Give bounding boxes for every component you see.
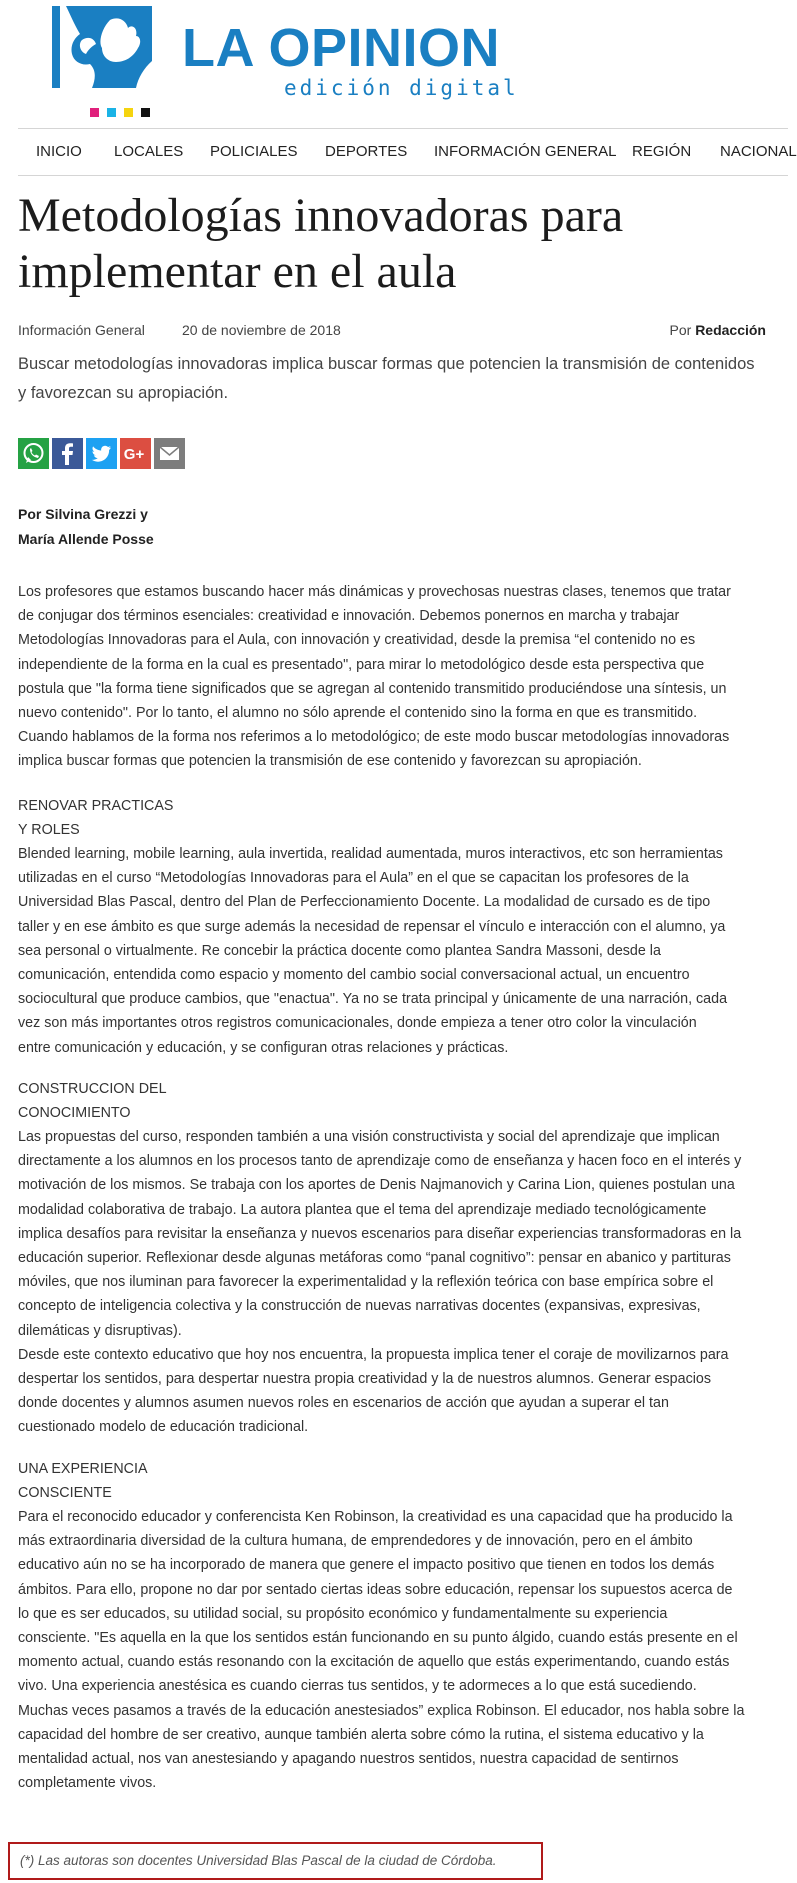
author-prefix: Por xyxy=(669,322,692,338)
article-lead: Buscar metodologías innovadoras implica buscar formas que potencien la transmisión de contenidos y favorezcan su apropiación. xyxy=(18,355,755,402)
dot-cyan xyxy=(107,108,116,117)
nav-item-locales[interactable]: LOCALES xyxy=(114,143,184,160)
nav-item-informacion-general[interactable]: INFORMACIÓN GENERAL xyxy=(434,143,617,160)
article-paragraph-2: Blended learning, mobile learning, aula invertida, realidad aumentada, muros interactivos, etc son herramientas utilizadas en el curso “Metodologías Innovadoras para el Aula” en el que se capacitan los profesores de la Universidad Blas Pascal, dentro del Plan de Perfeccionamiento Docente. La modalidad de cursado es de tipo taller y en ese ámbito es que surge además la necesidad de repensar el vínculo e interacción con el alumno, ya sea personal o virtualmente. Re concebir la práctica docente como plantea Sandra Massoni, desde la comunicación, entendida como espacio y momento del cambio social conversacional actual, un encuentro sociocultural que produce cambios, que "enactua". Ya no se trata principal y únicamente de una narración, cada vez son más importantes otros registros comunicacionales, donde empieza a tener otro color la vinculación entre comunicación y educación, y se configuran otras relaciones y prácticas. xyxy=(18,846,728,1056)
authors-note-text: (*) Las autoras son docentes Universidad Blas Pascal de la ciudad de Córdoba. xyxy=(20,1853,497,1868)
twitter-icon[interactable] xyxy=(86,438,117,469)
nav-item-nacional[interactable]: NACIONAL xyxy=(720,143,797,160)
section-heading-experiencia: UNA EXPERIENCIA CONSCIENTE xyxy=(18,1461,148,1502)
main-nav xyxy=(18,128,797,176)
logo-subtitle: edición digital xyxy=(284,76,519,100)
logo-color-dots xyxy=(90,102,158,112)
dot-magenta xyxy=(90,108,99,117)
site-logo[interactable] xyxy=(52,6,652,116)
byline-line-1: Por Silvina Grezzi y xyxy=(18,506,148,522)
article-paragraph-4: Para el reconocido educador y conferencista Ken Robinson, la creatividad es una capacidad que ha producido la más extraordinaria diversidad de la cultura humana, de emprendedores y de innovación, pero en el ámbito educativo aún no se ha incorporado de manera que genere el impacto positivo que tienen en todos los demás ámbitos. Para ello, propone no dar por sentado ciertas ideas sobre educación, repensar los supuestos acerca de lo que es ser educados, su utilidad social, su propósito económico y fundamentalmente su experiencia consciente. "Es aquella en la que los sentidos están funcionando en su punto álgido, cuando estás presente en el momento actual, cuando estás resonando con la excitación de aquello que estás experimentando, cuando estás vivo. Una experiencia anestésica es cuando cierras tus sentidos, y te adormeces a lo que está sucediendo. Muchas veces pasamos a través de la educación anestesiados” explica Robinson. El educador, nos habla sobre la capacidad del hombre de ser creativo, aunque también alerta sobre cómo la rutina, el sistema educativo y la mentalidad actual, nos van anestesiando y apagando nuestros sentidos, nuestra capacidad de sentirnos completamente vivos. xyxy=(18,1509,745,1792)
byline-line-2: María Allende Posse xyxy=(18,531,154,547)
nav-item-region[interactable]: REGIÓN xyxy=(632,143,692,160)
author-name[interactable]: Redacción xyxy=(695,322,766,338)
article-section-link[interactable]: Información General xyxy=(18,322,145,338)
email-icon[interactable] xyxy=(154,438,185,469)
article-paragraph-3: Las propuestas del curso, responden también a una visión constructivista y social del aprendizaje que implican directamente a los alumnos en los procesos tanto de aprendizaje como de enseñanza y hacen foco en el interés y motivación de los mismos. Se trabaja con los aportes de Denis Najmanovich y Carina Lion, quienes postulan una modalidad colaborativa de trabajo. La autora plantea que el tema del aprendizaje mediado tecnológicamente implica desafíos para revisitar la enseñanza y nuevos escenarios para diseñar experiencias transformadoras en la educación superior. Reflexionar desde algunas metáforas como “panal cognitivo”: pensar en abanico y partituras móviles, que nos iluminan para favorecer la experimentalidad y la reflexión teórica con base empírica sobre el concepto de inteligencia colectiva y la construcción de nuevas narrativas docentes (expansivas, expresivas, dilemáticas y disruptivas). Desde este contexto educativo que hoy nos encuentra, la propuesta implica tener el coraje de movilizarnos para despertar los sentidos, para despertar nuestra propia creatividad y la de nuestros alumnos. Generar espacios donde docentes y alumnos asumen nuevos roles en escenarios de acción que ayudan a superar el tan cuestionado modelo de educación tradicional. xyxy=(18,1129,742,1436)
nav-item-deportes[interactable]: DEPORTES xyxy=(325,143,408,160)
logo-head-icon xyxy=(52,6,162,96)
section-heading-renovar: RENOVAR PRACTICAS Y ROLES xyxy=(18,798,174,839)
logo-title: LA OPINION xyxy=(182,18,501,78)
section-heading-construccion: CONSTRUCCION DEL CONOCIMIENTO xyxy=(18,1081,167,1122)
nav-item-policiales[interactable]: POLICIALES xyxy=(210,143,298,160)
svg-text:G+: G+ xyxy=(123,446,145,463)
article-paragraph-1: Los profesores que estamos buscando hacer más dinámicas y provechosas nuestras clases, tenemos que tratar de conjugar dos términos esenciales: creatividad e innovación. Debemos ponernos en marcha y trabajar Metodologías Innovadoras para el Aula, con innovación y creatividad, desde la premisa “el contenido no es independiente de la forma en la cual es presentado", para mirar lo metodológico desde esta perspectiva que postula que "la forma tiene significados que se agregan al contenido transmitido produciéndose una síntesis, un nuevo contenido". Por lo tanto, el alumno no sólo aprende el contenido sino la forma en que es transmitido. Cuando hablamos de la forma nos referimos a lo metodológico; de este modo buscar metodologías innovadoras implica buscar formas que potencien la transmisión de ese contenido y favorezcan su apropiación. xyxy=(18,584,731,770)
share-bar xyxy=(18,438,188,470)
article-title: Metodologías innovadoras para implementar en el aula xyxy=(18,189,624,298)
nav-item-inicio[interactable]: INICIO xyxy=(36,143,82,160)
article-date: 20 de noviembre de 2018 xyxy=(182,322,341,338)
google-plus-icon[interactable] xyxy=(120,438,151,469)
dot-black xyxy=(141,108,150,117)
authors-note xyxy=(8,1842,543,1880)
whatsapp-icon[interactable] xyxy=(18,438,49,469)
facebook-icon[interactable] xyxy=(52,438,83,469)
article-byline xyxy=(18,502,154,552)
article-author xyxy=(670,322,767,338)
dot-yellow xyxy=(124,108,133,117)
